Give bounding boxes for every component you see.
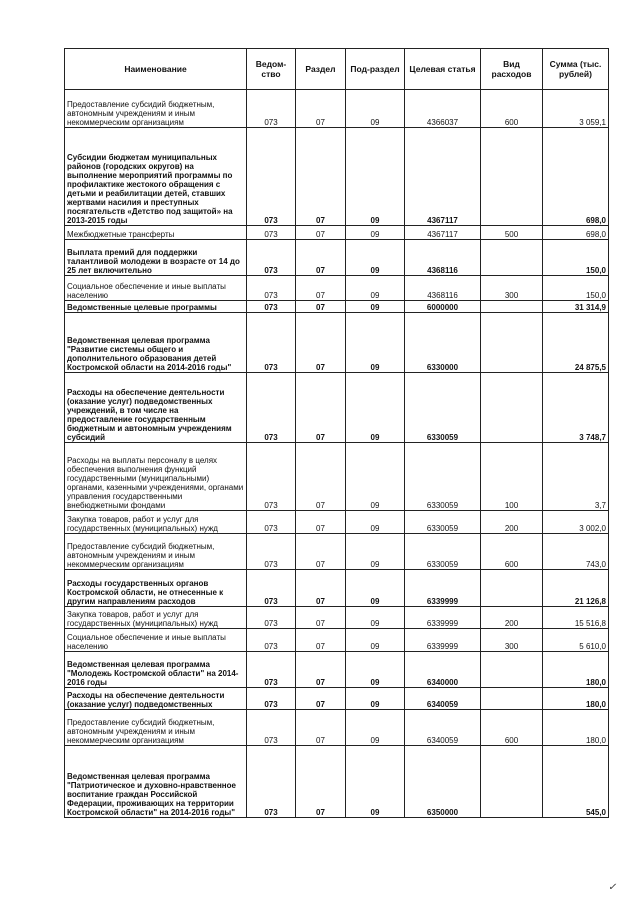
- cell-vid-rashodov: [481, 746, 543, 818]
- cell-summa: 3 059,1: [543, 90, 609, 128]
- cell-cel-statya: 4367117: [405, 226, 481, 240]
- cell-name: Социальное обеспечение и иные выплаты населению: [65, 629, 247, 652]
- budget-table-sheet: [64, 48, 608, 818]
- header-name: Наименование: [65, 49, 247, 90]
- cell-ved: 073: [247, 313, 296, 373]
- cell-razdel: 07: [296, 652, 346, 688]
- cell-summa: 180,0: [543, 688, 609, 710]
- cell-cel-statya: 6350000: [405, 746, 481, 818]
- cell-vid-rashodov: [481, 652, 543, 688]
- table-row: [65, 710, 609, 746]
- cell-razdel: 07: [296, 301, 346, 313]
- cell-cel-statya: 4368116: [405, 240, 481, 276]
- cell-summa: 150,0: [543, 276, 609, 301]
- cell-razdel: 07: [296, 511, 346, 534]
- cell-razdel: 07: [296, 443, 346, 511]
- cell-ved: 073: [247, 570, 296, 607]
- cell-podrazdel: 09: [346, 710, 405, 746]
- cell-vid-rashodov: 500: [481, 226, 543, 240]
- cell-razdel: 07: [296, 313, 346, 373]
- cell-summa: 743,0: [543, 534, 609, 570]
- cell-razdel: 07: [296, 746, 346, 818]
- cell-podrazdel: 09: [346, 90, 405, 128]
- cell-podrazdel: 09: [346, 570, 405, 607]
- cell-ved: 073: [247, 301, 296, 313]
- cell-podrazdel: 09: [346, 373, 405, 443]
- cell-razdel: 07: [296, 607, 346, 629]
- table-row: [65, 570, 609, 607]
- table-row: [65, 688, 609, 710]
- cell-summa: 31 314,9: [543, 301, 609, 313]
- cell-cel-statya: 6330059: [405, 373, 481, 443]
- cell-razdel: 07: [296, 688, 346, 710]
- cell-razdel: 07: [296, 240, 346, 276]
- cell-podrazdel: 09: [346, 128, 405, 226]
- cell-vid-rashodov: 600: [481, 710, 543, 746]
- table-row: [65, 607, 609, 629]
- cell-cel-statya: 6330000: [405, 313, 481, 373]
- cell-cel-statya: 4368116: [405, 276, 481, 301]
- cell-podrazdel: 09: [346, 226, 405, 240]
- header-ved: Ведом-ство: [247, 49, 296, 90]
- cell-cel-statya: 4366037: [405, 90, 481, 128]
- cell-razdel: 07: [296, 373, 346, 443]
- cell-name: Расходы на обеспечение деятельности (оказание услуг) подведомственных: [65, 688, 247, 710]
- cell-summa: 545,0: [543, 746, 609, 818]
- cell-name: Ведомственные целевые программы: [65, 301, 247, 313]
- table-row: [65, 313, 609, 373]
- cell-vid-rashodov: [481, 128, 543, 226]
- cell-ved: 073: [247, 128, 296, 226]
- cell-ved: 073: [247, 607, 296, 629]
- table-row: [65, 746, 609, 818]
- cell-name: Расходы государственных органов Костромской области, не отнесенные к другим направлениям расходов: [65, 570, 247, 607]
- cell-vid-rashodov: 300: [481, 276, 543, 301]
- cell-vid-rashodov: 300: [481, 629, 543, 652]
- header-podrazdel: Под-раздел: [346, 49, 405, 90]
- cell-cel-statya: 6330059: [405, 534, 481, 570]
- cell-podrazdel: 09: [346, 629, 405, 652]
- cell-podrazdel: 09: [346, 688, 405, 710]
- cell-name: Выплата премий для поддержки талантливой молодежи в возрасте от 14 до 25 лет включительно: [65, 240, 247, 276]
- cell-cel-statya: 4367117: [405, 128, 481, 226]
- cell-vid-rashodov: 200: [481, 607, 543, 629]
- table-row: [65, 240, 609, 276]
- cell-vid-rashodov: 600: [481, 534, 543, 570]
- cell-ved: 073: [247, 629, 296, 652]
- cell-podrazdel: 09: [346, 240, 405, 276]
- cell-cel-statya: 6340059: [405, 710, 481, 746]
- cell-cel-statya: 6330059: [405, 511, 481, 534]
- cell-cel-statya: 6340000: [405, 652, 481, 688]
- cell-razdel: 07: [296, 570, 346, 607]
- cell-podrazdel: 09: [346, 534, 405, 570]
- header-vid-rashodov: Вид расходов: [481, 49, 543, 90]
- cell-cel-statya: 6000000: [405, 301, 481, 313]
- cell-name: Предоставление субсидий бюджетным, автономным учреждениям и иным некоммерческим организациям: [65, 534, 247, 570]
- cell-name: Ведомственная целевая программа "Патриотическое и духовно-нравственное воспитание граждан Российской Федерации, проживающих на территории Костромской области" на 2014-2016 годы": [65, 746, 247, 818]
- cell-ved: 073: [247, 688, 296, 710]
- cell-summa: 3,7: [543, 443, 609, 511]
- table-row: [65, 301, 609, 313]
- cell-name: Закупка товаров, работ и услуг для государственных (муниципальных) нужд: [65, 607, 247, 629]
- cell-summa: 21 126,8: [543, 570, 609, 607]
- cell-razdel: 07: [296, 629, 346, 652]
- cell-podrazdel: 09: [346, 607, 405, 629]
- cell-cel-statya: 6330059: [405, 443, 481, 511]
- header-cel-statya: Целевая статья: [405, 49, 481, 90]
- cell-razdel: 07: [296, 128, 346, 226]
- cell-ved: 073: [247, 511, 296, 534]
- cell-name: Предоставление субсидий бюджетным, автономным учреждениям и иным некоммерческим организациям: [65, 90, 247, 128]
- table-row: [65, 443, 609, 511]
- table-row: [65, 629, 609, 652]
- cell-vid-rashodov: [481, 301, 543, 313]
- table-row: [65, 276, 609, 301]
- cell-name: Расходы на обеспечение деятельности (оказание услуг) подведомственных учреждений, в том числе на предоставление государственным бюджетным и автономным учреждениям субсидий: [65, 373, 247, 443]
- cell-cel-statya: 6339999: [405, 570, 481, 607]
- cell-vid-rashodov: [481, 570, 543, 607]
- budget-table: [64, 48, 609, 818]
- cell-vid-rashodov: [481, 688, 543, 710]
- cell-ved: 073: [247, 240, 296, 276]
- cell-ved: 073: [247, 534, 296, 570]
- cell-cel-statya: 6340059: [405, 688, 481, 710]
- cell-vid-rashodov: [481, 313, 543, 373]
- cell-podrazdel: 09: [346, 746, 405, 818]
- table-row: [65, 373, 609, 443]
- cell-ved: 073: [247, 276, 296, 301]
- cell-ved: 073: [247, 443, 296, 511]
- cell-ved: 073: [247, 90, 296, 128]
- cell-razdel: 07: [296, 226, 346, 240]
- cell-summa: 24 875,5: [543, 313, 609, 373]
- cell-name: Ведомственная целевая программа "Развитие системы общего и дополнительного образования детей Костромской области на 2014-2016 годы": [65, 313, 247, 373]
- cell-ved: 073: [247, 226, 296, 240]
- cell-name: Социальное обеспечение и иные выплаты населению: [65, 276, 247, 301]
- cell-summa: 150,0: [543, 240, 609, 276]
- cell-summa: 180,0: [543, 710, 609, 746]
- table-header-row: [65, 49, 609, 90]
- cell-ved: 073: [247, 652, 296, 688]
- header-razdel: Раздел: [296, 49, 346, 90]
- cell-podrazdel: 09: [346, 301, 405, 313]
- table-row: [65, 652, 609, 688]
- cell-summa: 698,0: [543, 128, 609, 226]
- cell-name: Предоставление субсидий бюджетным, автономным учреждениям и иным некоммерческим организациям: [65, 710, 247, 746]
- cell-vid-rashodov: [481, 373, 543, 443]
- table-row: [65, 511, 609, 534]
- cell-razdel: 07: [296, 90, 346, 128]
- table-row: [65, 90, 609, 128]
- cell-podrazdel: 09: [346, 652, 405, 688]
- cell-razdel: 07: [296, 534, 346, 570]
- cell-summa: 5 610,0: [543, 629, 609, 652]
- cell-razdel: 07: [296, 276, 346, 301]
- cell-name: Субсидии бюджетам муниципальных районов (городских округов) на выполнение мероприятий программы по профилактике жестокого обращения с детьми и реабилитации детей, ставших жертвами насилия и преступных посягательств «Детство под защитой» на 2013-2015 годы: [65, 128, 247, 226]
- cell-podrazdel: 09: [346, 511, 405, 534]
- cell-vid-rashodov: 600: [481, 90, 543, 128]
- table-row: [65, 534, 609, 570]
- cell-vid-rashodov: 100: [481, 443, 543, 511]
- table-body: [65, 90, 609, 818]
- table-row: [65, 226, 609, 240]
- cell-summa: 15 516,8: [543, 607, 609, 629]
- cell-summa: 3 002,0: [543, 511, 609, 534]
- cell-summa: 3 748,7: [543, 373, 609, 443]
- cell-ved: 073: [247, 710, 296, 746]
- cell-summa: 698,0: [543, 226, 609, 240]
- cell-name: Межбюджетные трансферты: [65, 226, 247, 240]
- table-row: [65, 128, 609, 226]
- cell-name: Ведомственная целевая программа "Молодежь Костромской области" на 2014-2016 годы: [65, 652, 247, 688]
- cell-cel-statya: 6339999: [405, 607, 481, 629]
- cell-name: Расходы на выплаты персоналу в целях обеспечения выполнения функций государственными (муниципальными) органами, казенными учреждениями, органами управления государственными внебюджетными фондами: [65, 443, 247, 511]
- cell-name: Закупка товаров, работ и услуг для государственных (муниципальных) нужд: [65, 511, 247, 534]
- cell-ved: 073: [247, 746, 296, 818]
- cell-ved: 073: [247, 373, 296, 443]
- cell-razdel: 07: [296, 710, 346, 746]
- cell-podrazdel: 09: [346, 313, 405, 373]
- handwritten-mark: ✓: [608, 882, 617, 893]
- cell-summa: 180,0: [543, 652, 609, 688]
- cell-podrazdel: 09: [346, 443, 405, 511]
- cell-podrazdel: 09: [346, 276, 405, 301]
- cell-vid-rashodov: 200: [481, 511, 543, 534]
- cell-vid-rashodov: [481, 240, 543, 276]
- header-summa: Сумма (тыс. рублей): [543, 49, 609, 90]
- cell-cel-statya: 6339999: [405, 629, 481, 652]
